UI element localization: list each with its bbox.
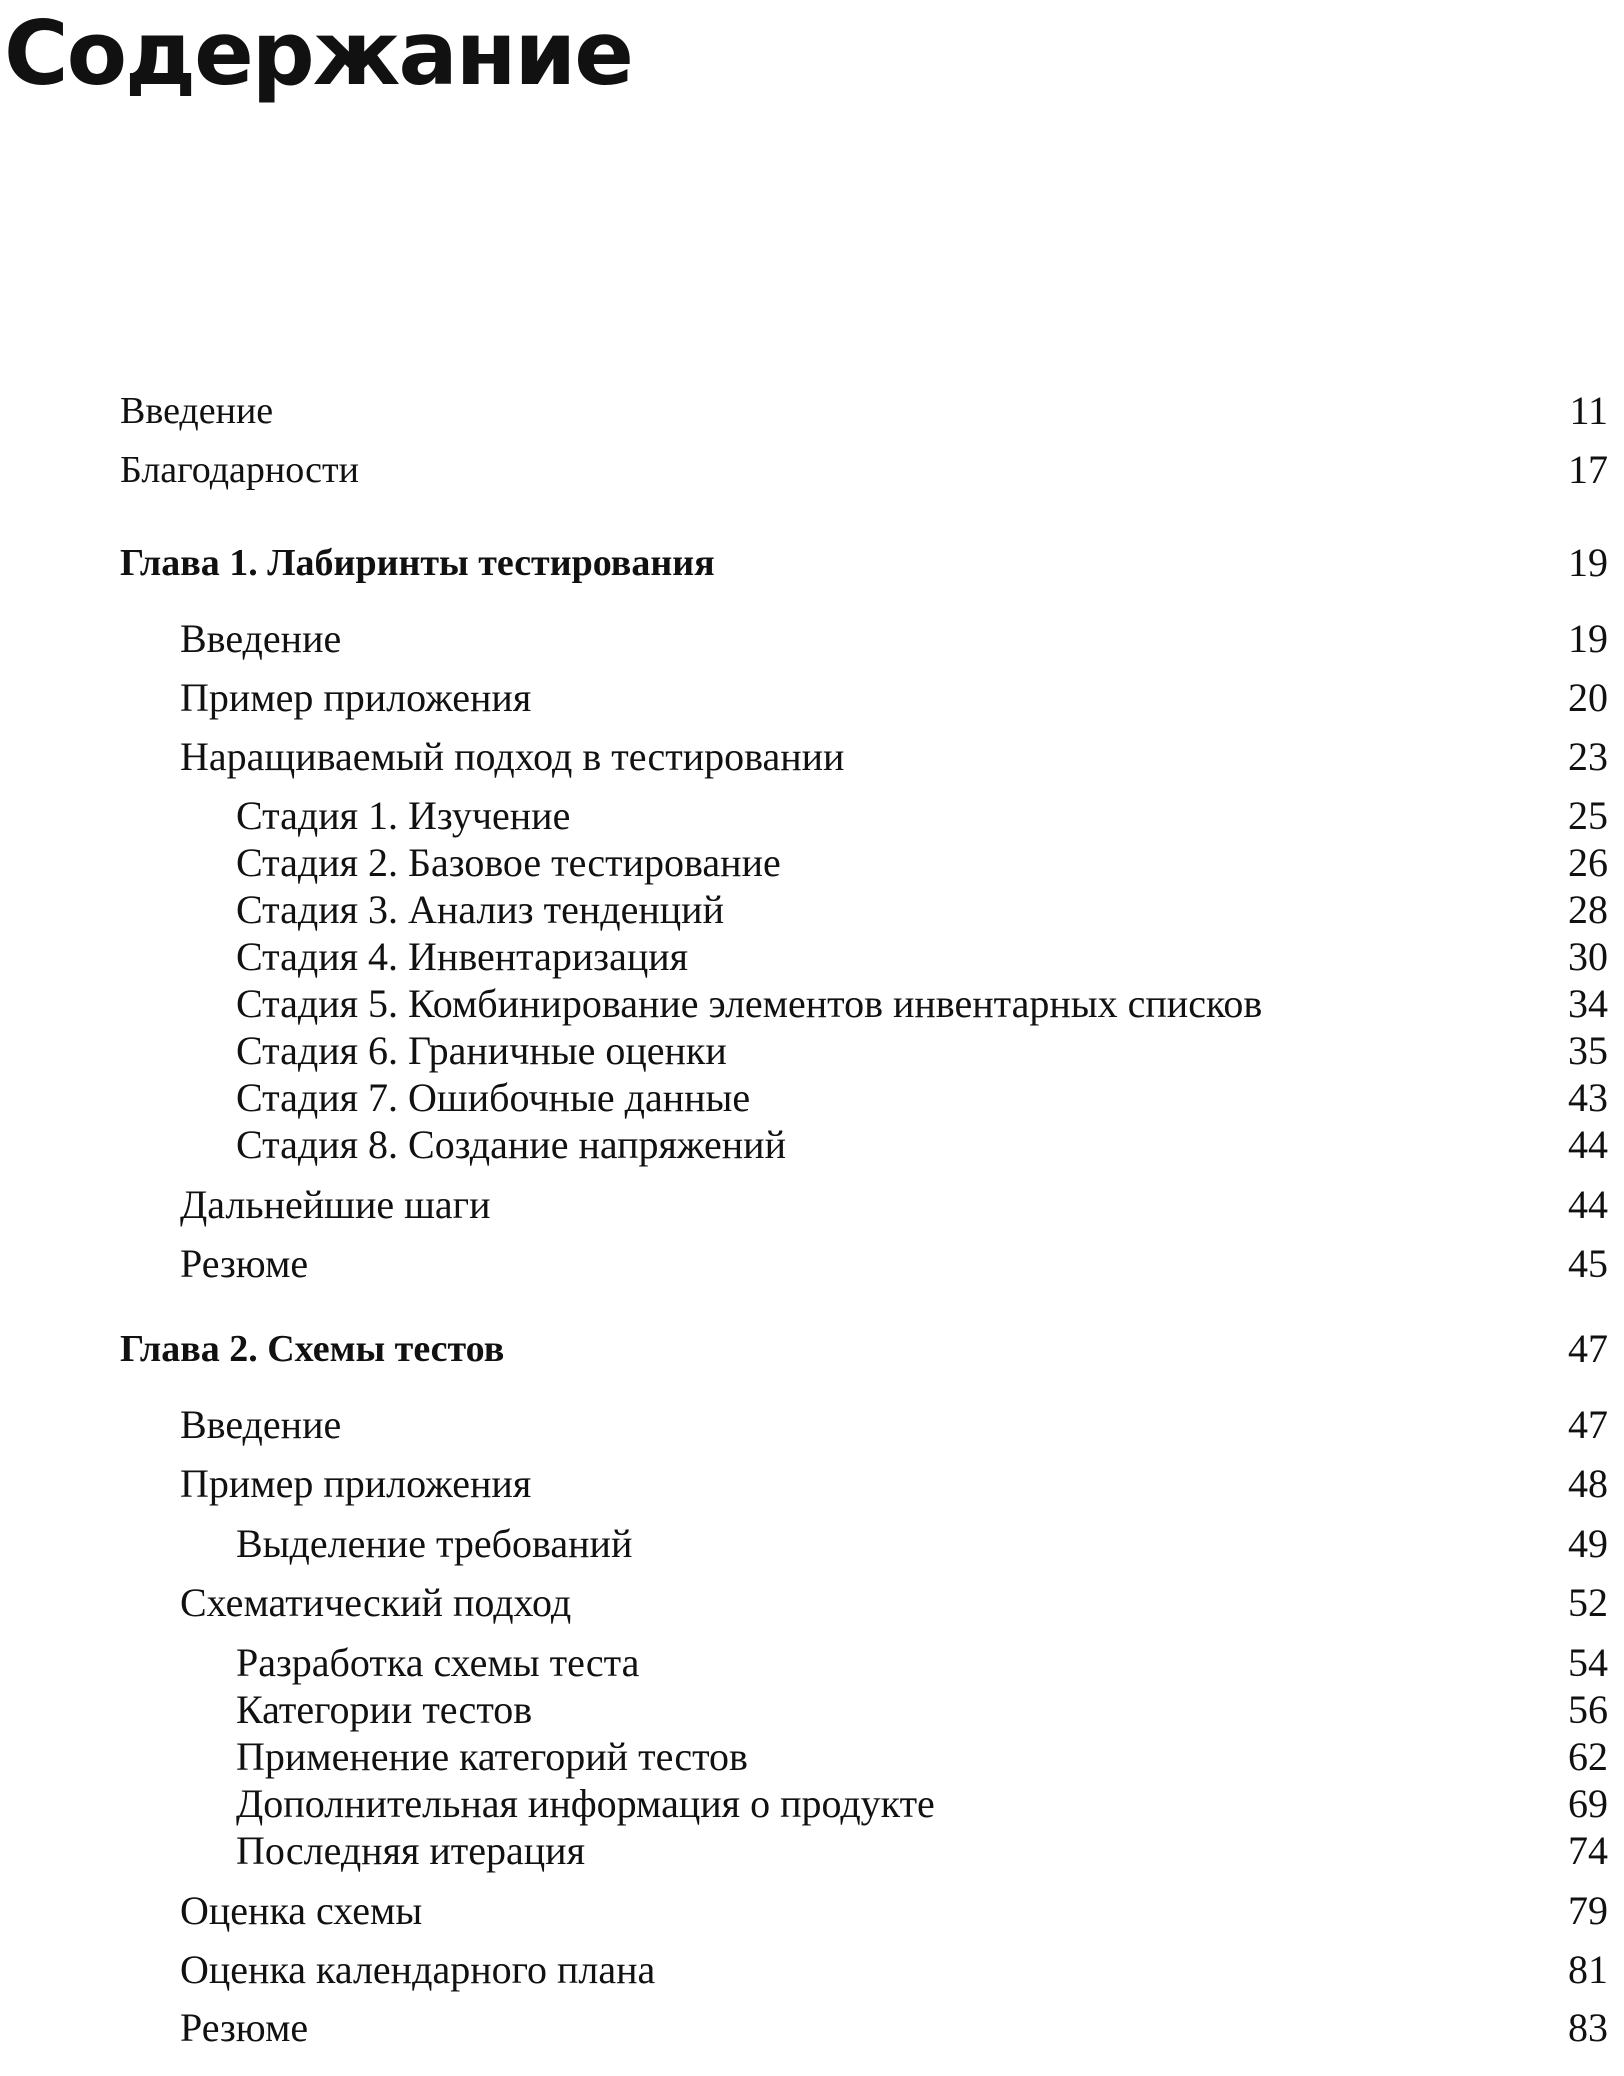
toc-entry-page: 28 [1568, 887, 1608, 932]
toc-entry-page: 52 [1568, 1580, 1608, 1625]
toc-entry-page: 47 [1568, 1402, 1608, 1447]
toc-entry-page: 56 [1568, 1687, 1608, 1732]
toc-entry[interactable] [0, 1458, 1624, 1510]
toc-entry-page: 81 [1568, 1947, 1608, 1992]
toc-entry-label: Стадия 8. Создание напряжений [236, 1122, 786, 1167]
toc-entry-page: 25 [1568, 793, 1608, 838]
toc-entry-page: 20 [1568, 675, 1608, 720]
toc-entry-page: 74 [1568, 1828, 1608, 1873]
toc-entry-page: 48 [1568, 1461, 1608, 1506]
toc-entry-page: 79 [1568, 1888, 1608, 1933]
toc-subentry[interactable] [0, 1731, 1624, 1783]
toc-entry-page: 34 [1568, 981, 1608, 1026]
toc-entry-label: Благодарности [120, 449, 359, 491]
toc-chapter-label: Глава 2. Схемы тестов [120, 1328, 505, 1370]
toc-entry-label: Введение [120, 390, 274, 432]
toc-entry[interactable] [0, 1885, 1624, 1937]
toc-entry[interactable] [0, 1238, 1624, 1290]
toc-entry-page: 19 [1568, 616, 1608, 661]
toc-entry-page: 11 [1569, 388, 1608, 433]
toc-subentry[interactable] [0, 1684, 1624, 1736]
toc-entry-page: 44 [1568, 1122, 1608, 1167]
toc-entry-page: 62 [1568, 1734, 1608, 1779]
toc-entry[interactable] [0, 1179, 1624, 1231]
toc-entry-label: Введение [180, 616, 342, 661]
toc-entry-label: Резюме [180, 2005, 309, 2050]
toc-chapter-1[interactable] [0, 537, 1624, 589]
toc-entry-page: 30 [1568, 934, 1608, 979]
toc-entry-label: Разработка схемы теста [236, 1640, 640, 1685]
toc-entry-page: 69 [1568, 1781, 1608, 1826]
toc-entry-page: 26 [1568, 840, 1608, 885]
toc-entry-page: 83 [1568, 2005, 1608, 2050]
toc-entry-page: 23 [1568, 734, 1608, 779]
toc-entry[interactable] [0, 1577, 1624, 1629]
toc-entry-label: Схематический подход [180, 1580, 572, 1625]
toc-chapter-label: Глава 1. Лабиринты тестирования [120, 542, 715, 584]
toc-entry-label: Выделение требований [236, 1521, 633, 1566]
toc-subentry[interactable] [0, 1072, 1624, 1124]
toc-subentry[interactable] [0, 884, 1624, 936]
toc-entry-label: Пример приложения [180, 675, 532, 720]
toc-entry-page: 17 [1568, 447, 1608, 492]
toc-subentry[interactable] [0, 1518, 1624, 1570]
toc-entry[interactable] [0, 1399, 1624, 1451]
toc-entry-page: 45 [1568, 1241, 1608, 1286]
toc-entry-page: 44 [1568, 1182, 1608, 1227]
toc-entry[interactable] [0, 2002, 1624, 2054]
toc-entry-page: 54 [1568, 1640, 1608, 1685]
toc-subentry[interactable] [0, 1825, 1624, 1877]
toc-subentry[interactable] [0, 931, 1624, 983]
toc-entry-page: 49 [1568, 1521, 1608, 1566]
toc-entry-label: Применение категорий тестов [236, 1734, 748, 1779]
toc-entry-label: Стадия 2. Базовое тестирование [236, 840, 781, 885]
toc-entry-label: Последняя итерация [236, 1828, 585, 1873]
toc-entry-label: Оценка схемы [180, 1888, 423, 1933]
toc-subentry[interactable] [0, 837, 1624, 889]
toc-entry-label: Стадия 1. Изучение [236, 793, 571, 838]
toc-entry-label: Введение [180, 1402, 342, 1447]
toc-entry-label: Дополнительная информация о продукте [236, 1781, 935, 1826]
toc-entry-label: Оценка календарного плана [180, 1947, 656, 1992]
toc-entry-page: 43 [1568, 1075, 1608, 1120]
toc-entry-label: Пример приложения [180, 1461, 532, 1506]
toc-subentry[interactable] [0, 978, 1624, 1030]
toc-entry-introduction[interactable] [0, 385, 1624, 437]
toc-subentry[interactable] [0, 1778, 1624, 1830]
toc-entry-label: Стадия 4. Инвентаризация [236, 934, 689, 979]
toc-entry-page: 47 [1568, 1326, 1608, 1371]
toc-entry-page: 19 [1568, 540, 1608, 585]
toc-subentry[interactable] [0, 1025, 1624, 1077]
toc-subentry[interactable] [0, 1637, 1624, 1689]
page-title: Содержание [4, 2, 632, 105]
toc-entry-label: Стадия 5. Комбинирование элементов инвентарных списков [236, 981, 1263, 1026]
toc-entry-label: Стадия 3. Анализ тенденций [236, 887, 724, 932]
toc-entry[interactable] [0, 1944, 1624, 1996]
toc-entry-page: 35 [1568, 1028, 1608, 1073]
toc-chapter-2[interactable] [0, 1323, 1624, 1375]
toc-entry[interactable] [0, 613, 1624, 665]
toc-entry-label: Стадия 7. Ошибочные данные [236, 1075, 751, 1120]
toc-entry[interactable] [0, 731, 1624, 783]
toc-entry-acknowledgements[interactable] [0, 444, 1624, 496]
toc-entry-label: Резюме [180, 1241, 309, 1286]
toc-entry-label: Стадия 6. Граничные оценки [236, 1028, 727, 1073]
toc-entry[interactable] [0, 672, 1624, 724]
toc-entry-label: Категории тестов [236, 1687, 533, 1732]
toc-entry-label: Дальнейшие шаги [180, 1182, 491, 1227]
toc-entry-label: Наращиваемый подход в тестировании [180, 734, 845, 779]
toc-subentry[interactable] [0, 1119, 1624, 1171]
toc-subentry[interactable] [0, 790, 1624, 842]
